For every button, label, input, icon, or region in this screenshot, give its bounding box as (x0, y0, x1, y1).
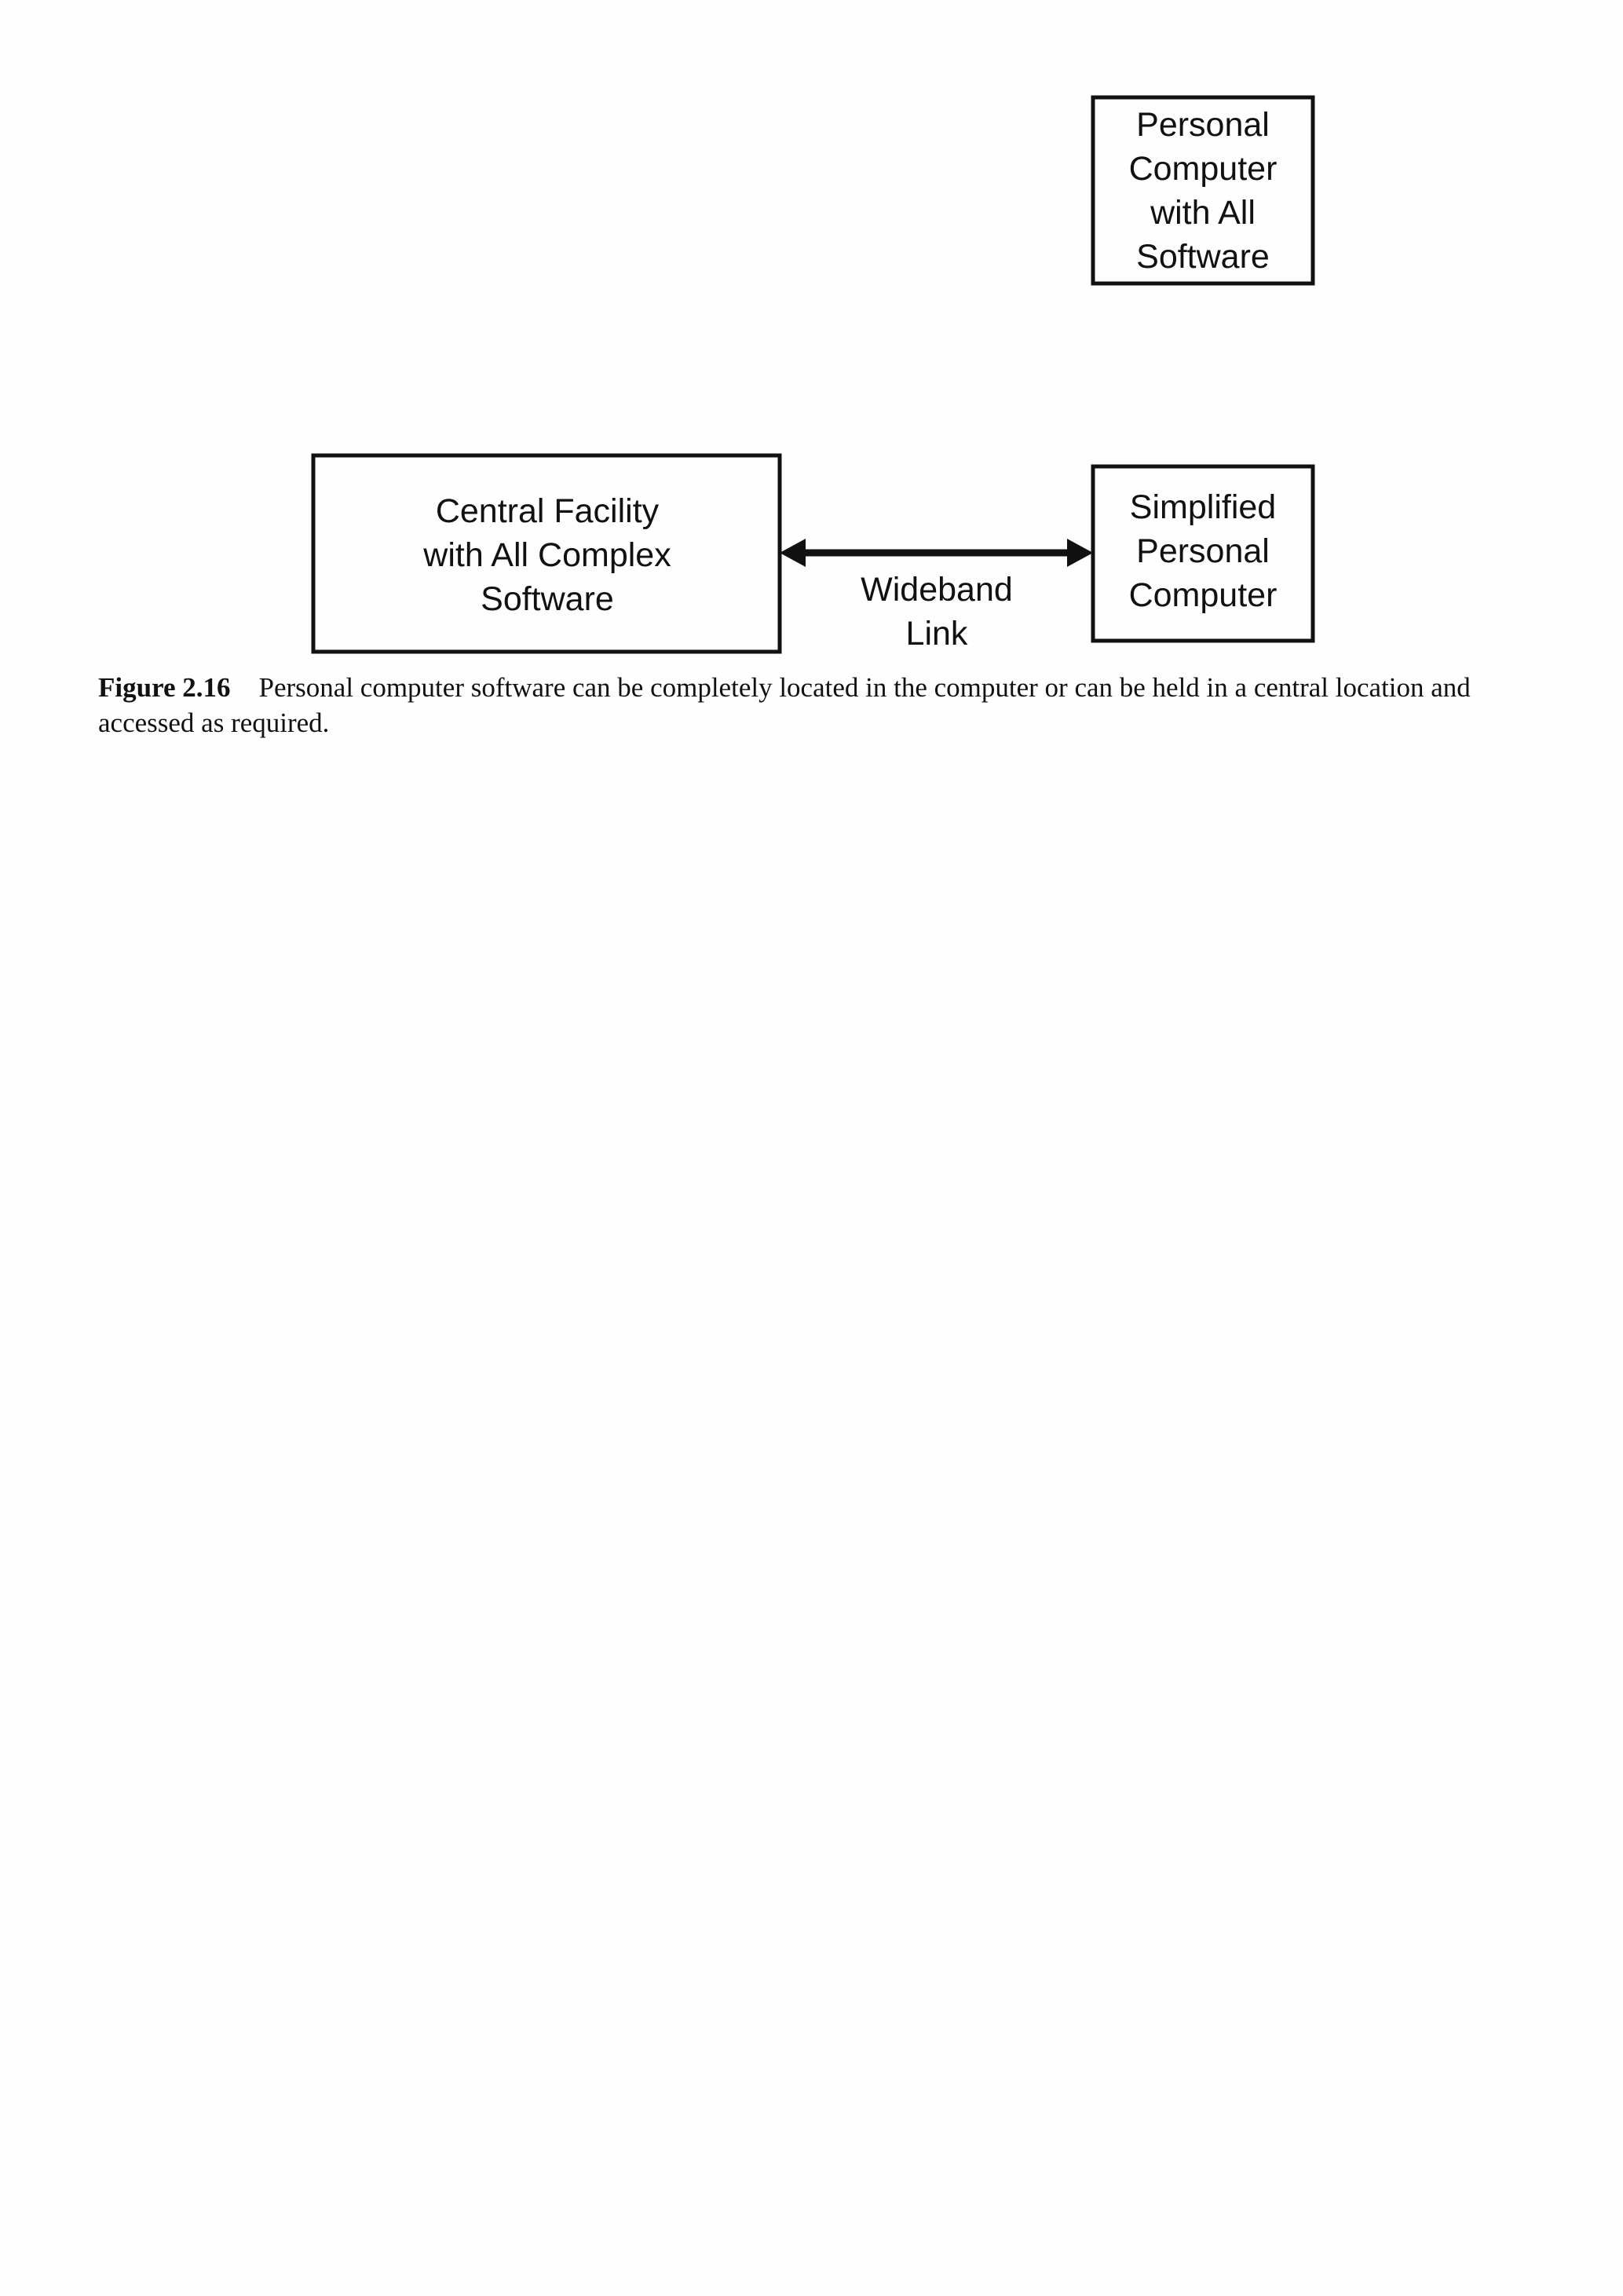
figure-caption-text: Personal computer software can be completely located in the computer or can be held in a central location and accessed as required. (98, 672, 1471, 738)
wideband-link-arrow (780, 539, 1093, 567)
personal-computer-box-line-1: Personal (1136, 106, 1270, 144)
central-facility-box (313, 455, 780, 652)
central-facility-box-line-3: Software (481, 580, 614, 618)
simplified-box-line-3: Computer (1128, 576, 1278, 614)
personal-computer-box-line-3: with All (1150, 194, 1256, 232)
wideband-link-label-line-2: Link (905, 615, 968, 653)
personal-computer-box-line-2: Computer (1128, 150, 1278, 188)
central-facility-box-line-2: with All Complex (423, 536, 671, 574)
wideband-link-label-line-1: Wideband (861, 571, 1013, 609)
software-location-diagram (0, 0, 1623, 707)
central-facility-box-line-1: Central Facility (435, 492, 660, 530)
arrow-head-right (1067, 539, 1093, 567)
simplified-box-line-1: Simplified (1129, 488, 1277, 526)
personal-computer-box-line-4: Software (1136, 238, 1270, 276)
simplified-personal-computer-box (1093, 466, 1313, 641)
personal-computer-box (1093, 97, 1313, 283)
arrow-head-left (780, 539, 806, 567)
figure-label: Figure 2.16 (98, 672, 231, 703)
figure-caption (98, 670, 1535, 740)
simplified-box-line-2: Personal (1136, 532, 1270, 570)
